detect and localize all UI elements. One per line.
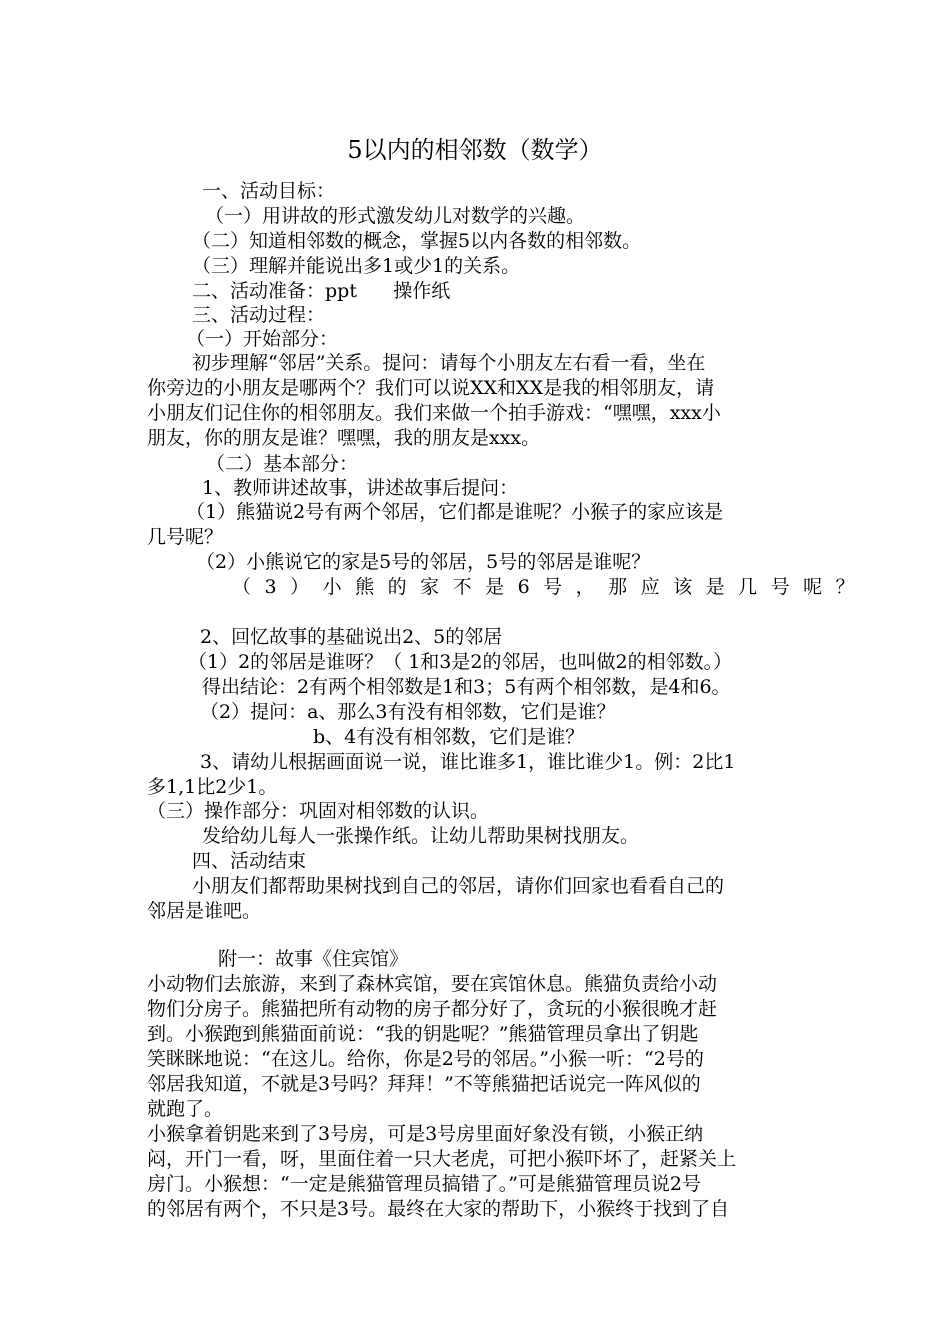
text-line: （1）2的邻居是谁呀？（ 1和3是2的邻居，也叫做2的相邻数。）: [188, 651, 733, 673]
text-line: 2、回忆故事的基础说出2、5的邻居: [200, 626, 503, 648]
text-line: （3）小熊的家不是6号，那应该是几号呢？: [232, 576, 869, 598]
page-title: 5以内的相邻数（数学）: [347, 136, 603, 164]
text-line: （二）知道相邻数的概念，掌握5以内各数的相邻数。: [192, 230, 642, 252]
subsection-heading-basic: （二）基本部分：: [206, 453, 359, 475]
section-heading-end: 四、活动结束: [192, 850, 307, 872]
story-line: 小猴拿着钥匙来到了3号房，可是3号房里面好象没有锁，小猴正纳: [147, 1123, 704, 1145]
text-line: 朋友，你的朋友是谁？嘿嘿，我的朋友是xxx。: [147, 427, 541, 449]
story-line: 笑眯眯地说：“在这儿。给你，你是2号的邻居。”小猴一听：“2号的: [147, 1048, 704, 1070]
text-line: （三）理解并能说出多1或少1的关系。: [192, 255, 521, 277]
text-line: 小朋友们都帮助果树找到自己的邻居，请你们回家也看看自己的: [192, 875, 725, 897]
text-line: 你旁边的小朋友是哪两个？我们可以说XX和XX是我的相邻朋友，请: [147, 377, 715, 399]
story-line: 闷，开门一看，呀，里面住着一只大老虎，可把小猴吓坏了，赶紧关上: [147, 1148, 737, 1170]
subsection-heading-start: （一）开始部分：: [186, 328, 339, 350]
subsection-heading-operation: （三）操作部分：巩固对相邻数的认识。: [147, 800, 490, 822]
text-line: 1、教师讲述故事，讲述故事后提问：: [202, 477, 519, 499]
section-heading-goals: 一、活动目标：: [202, 180, 336, 202]
text-line: 3、请幼儿根据画面说一说，谁比谁多1，谁比谁少1。例：2比1: [200, 751, 736, 773]
story-line: 到。小猴跑到熊猫面前说：“我的钥匙呢？”熊猫管理员拿出了钥匙: [147, 1023, 699, 1045]
text-line: 小朋友们记住你的相邻朋友。我们来做一个拍手游戏：“嘿嘿，xxx小: [147, 402, 721, 424]
text-line: （一）用讲故的形式激发幼儿对数学的兴趣。: [205, 205, 586, 227]
story-line: 的邻居有两个，不只是3号。最终在大家的帮助下，小猴终于找到了自: [147, 1198, 730, 1220]
text-line: 邻居是谁吧。: [147, 900, 262, 922]
section-heading-process: 三、活动过程：: [192, 304, 326, 326]
text-line: （1）熊猫说2号有两个邻居，它们都是谁呢？小猴子的家应该是: [186, 501, 724, 523]
appendix-heading: 附一：故事《住宾馆》: [218, 948, 409, 970]
text-line: 几号呢？: [147, 526, 224, 548]
story-line: 邻居我知道，不就是3号吗？拜拜！”不等熊猫把话说完一阵风似的: [147, 1073, 701, 1095]
text-line: 多1,1比2少1。: [147, 776, 278, 798]
text-line: 得出结论：2有两个相邻数是1和3；5有两个相邻数，是4和6。: [202, 676, 731, 698]
story-line: 房门。小猴想：“一定是熊猫管理员搞错了。”可是熊猫管理员说2号: [147, 1173, 702, 1195]
text-line: b、4有没有相邻数，它们是谁？: [313, 726, 585, 748]
section-heading-prep: 二、活动准备：ppt 操作纸: [192, 280, 451, 302]
story-line: 就跑了。: [147, 1098, 224, 1120]
text-line: （2）提问：a、那么3有没有相邻数，它们是谁？: [200, 701, 616, 723]
story-line: 小动物们去旅游，来到了森林宾馆，要在宾馆休息。熊猫负责给小动: [147, 973, 718, 995]
story-line: 物们分房子。熊猫把所有动物的房子都分好了，贪玩的小猴很晚才赶: [147, 998, 718, 1020]
text-line: 发给幼儿每人一张操作纸。让幼儿帮助果树找朋友。: [202, 825, 640, 847]
text-line: 初步理解“邻居”关系。提问：请每个小朋友左右看一看，坐在: [192, 352, 706, 374]
text-line: （2）小熊说它的家是5号的邻居，5号的邻居是谁呢？: [196, 551, 651, 573]
